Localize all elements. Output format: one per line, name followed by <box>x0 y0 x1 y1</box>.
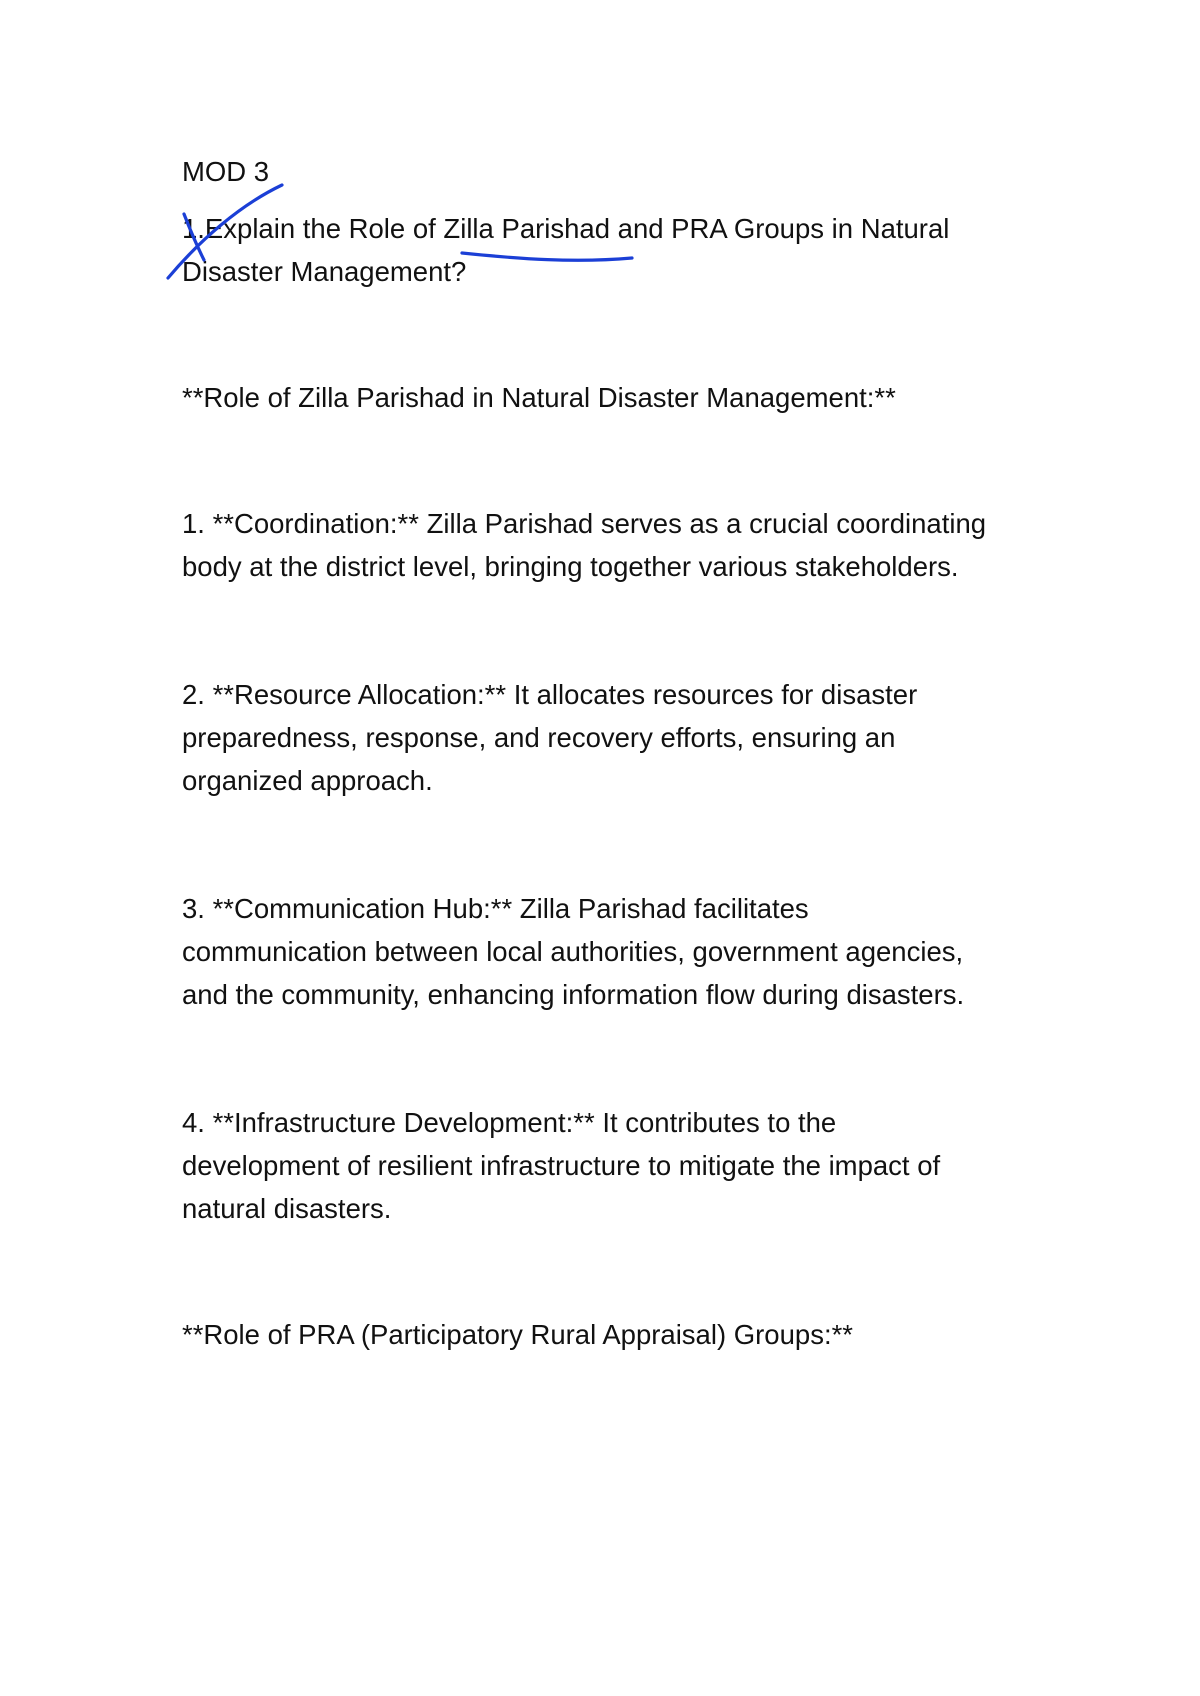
point-1-line-1: 1. **Coordination:** Zilla Parishad serves as a crucial coordinating <box>182 508 987 539</box>
point-3-line-2: communication between local authorities, government agencies, <box>182 936 964 967</box>
module-heading: MOD 3 <box>182 156 270 187</box>
underline-stroke <box>462 253 632 260</box>
point-3-line-1: 3. **Communication Hub:** Zilla Parishad facilitates <box>182 893 809 924</box>
point-4-line-3: natural disasters. <box>182 1193 392 1224</box>
question-line-1: 1.Explain the Role of Zilla Parishad and PRA Groups in Natural <box>182 213 950 244</box>
point-3-line-3: and the community, enhancing information flow during disasters. <box>182 979 965 1010</box>
point-2-line-1: 2. **Resource Allocation:** It allocates resources for disaster <box>182 679 918 710</box>
point-1-line-2: body at the district level, bringing together various stakeholders. <box>182 551 959 582</box>
point-2-line-2: preparedness, response, and recovery efforts, ensuring an <box>182 722 896 753</box>
pra-section-heading: **Role of PRA (Participatory Rural Appraisal) Groups:** <box>182 1319 853 1350</box>
point-4-line-2: development of resilient infrastructure to mitigate the impact of <box>182 1150 941 1181</box>
point-2-line-3: organized approach. <box>182 765 433 796</box>
question-line-2: Disaster Management? <box>182 256 467 287</box>
zilla-section-heading: **Role of Zilla Parishad in Natural Disaster Management:** <box>182 382 896 413</box>
point-4-line-1: 4. **Infrastructure Development:** It contributes to the <box>182 1107 837 1138</box>
